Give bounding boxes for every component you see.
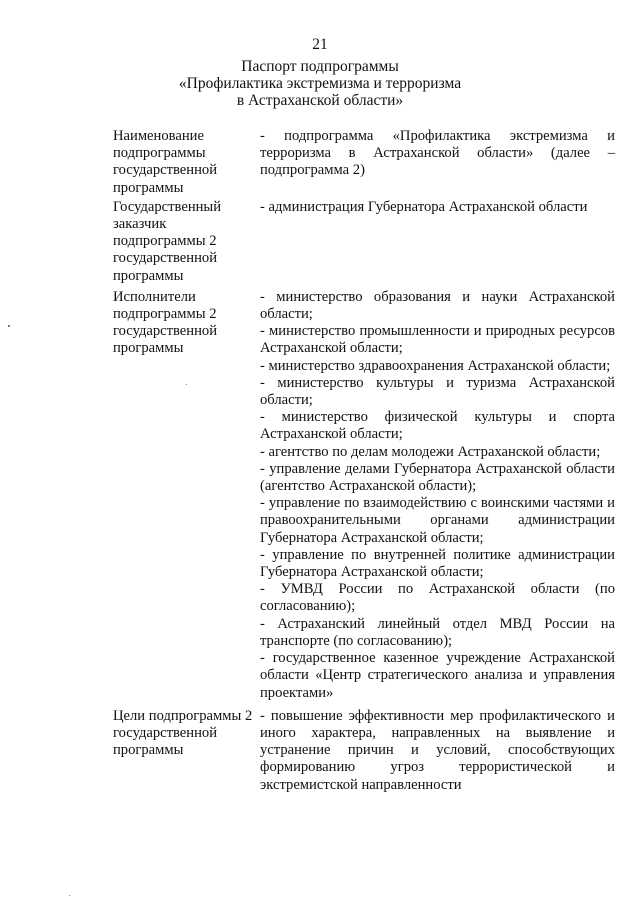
value-item: - управление делами Губернатора Астраханской области (агентство Астраханской области); bbox=[260, 460, 615, 495]
passport-table bbox=[113, 128, 615, 794]
page-number: 21 bbox=[312, 36, 328, 53]
scan-speck bbox=[8, 325, 10, 327]
row-subprogram-name bbox=[113, 128, 615, 197]
row-label: Государственный заказчик подпрограммы 2 государственной программы bbox=[113, 198, 222, 284]
row-value bbox=[260, 128, 615, 180]
row-label: Исполнители подпрограммы 2 государственной программы bbox=[113, 288, 218, 357]
scan-speck bbox=[186, 384, 187, 385]
document-title bbox=[0, 58, 640, 109]
value-item: - управление по взаимодействию с воинскими частями и правоохранительными органами администрации Губернатора Астраханской области; bbox=[260, 495, 615, 546]
row-value bbox=[260, 289, 615, 702]
row-state-customer bbox=[113, 199, 615, 285]
value-item: - министерство физической культуры и спорта Астраханской области; bbox=[260, 409, 615, 443]
row-goals bbox=[113, 708, 615, 794]
value-item: - министерство здравоохранения Астраханской области; bbox=[260, 357, 611, 374]
value-item: - администрация Губернатора Астраханской области bbox=[260, 198, 588, 215]
row-value bbox=[260, 199, 615, 216]
value-item: - агентство по делам молодежи Астраханской области; bbox=[260, 443, 601, 460]
value-item: - министерство промышленности и природных ресурсов Астраханской области; bbox=[260, 323, 615, 357]
value-item: - управление по внутренней политике администрации Губернатора Астраханской области; bbox=[260, 546, 615, 581]
value-item: - министерство образования и науки Астраханской области; bbox=[260, 288, 615, 323]
value-item: - министерство культуры и туризма Астраханской области; bbox=[260, 374, 615, 409]
row-executors bbox=[113, 289, 615, 702]
row-value bbox=[260, 708, 615, 794]
title-line: в Астраханской области» bbox=[236, 92, 404, 109]
value-item: - подпрограмма «Профилактика экстремизма и терроризма в Астраханской области» (далее – подпрограмма 2) bbox=[260, 128, 615, 179]
title-line: «Профилактика экстремизма и терроризма bbox=[178, 75, 462, 92]
scan-speck bbox=[69, 895, 70, 896]
value-item: - повышение эффективности мер профилактического и иного характера, направленных на выявление и устранение причин и условий, способствующих формированию угроз террористической и экстремистской направленности bbox=[260, 707, 615, 793]
value-item: - УМВД России по Астраханской области (по согласованию); bbox=[260, 581, 615, 615]
value-item: - государственное казенное учреждение Астраханской области «Центр стратегического анализа и управления проектами» bbox=[260, 650, 615, 701]
row-label: Цели подпрограммы 2 государственной программы bbox=[113, 707, 253, 759]
title-line: Паспорт подпрограммы bbox=[241, 58, 399, 75]
value-item: - Астраханский линейный отдел МВД России на транспорте (по согласованию); bbox=[260, 615, 615, 649]
row-label: Наименование подпрограммы государственной программы bbox=[113, 128, 218, 196]
